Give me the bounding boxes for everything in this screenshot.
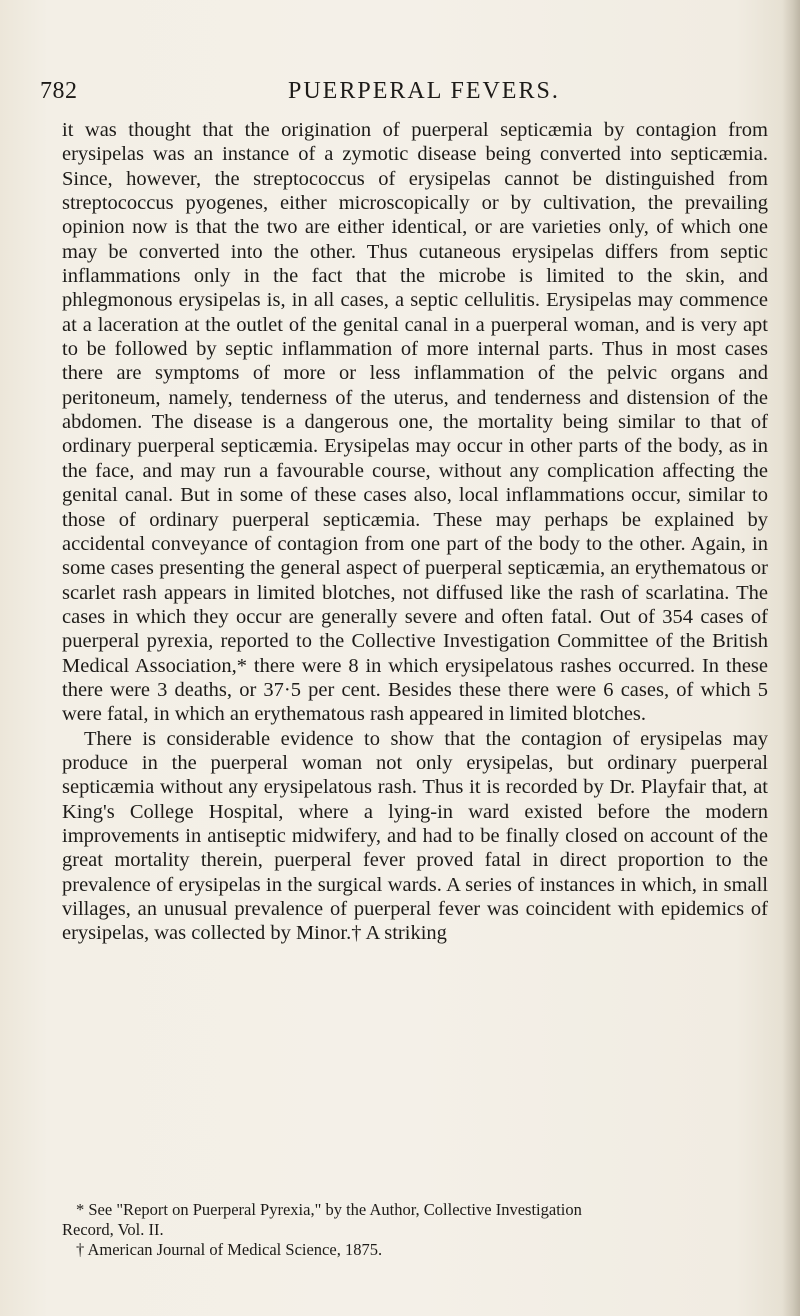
page-edge-shadow: [782, 0, 800, 1316]
paragraph: There is considerable evidence to show that the contagion of erysipelas may produce in the puerperal woman not only erysipelas, but ordinary puerperal septicæmia without any erysipelatous rash. Thus it is recorded by Dr. Playfair that, at King's College Hospital, where a lying-in ward existed before the modern improvements in antiseptic midwifery, and had to be finally closed on account of the great mortality therein, puerperal fever proved fatal in direct proportion to the prevalence of erysipelas in the surgical wards. A series of instances in which, in small villages, an unusual prevalence of puerperal fever was coincident with epidemics of erysipelas, was collected by Minor.† A striking: [62, 727, 768, 945]
running-head: PUERPERAL FEVERS.: [288, 78, 560, 104]
footnotes: [62, 1200, 770, 1260]
footnote-2: † American Journal of Medical Science, 1875.: [76, 1240, 383, 1259]
page-number: 782: [40, 78, 78, 104]
page-header: [40, 78, 760, 112]
paragraph: it was thought that the origination of puerperal septicæmia by contagion from erysipelas was an instance of a zymotic disease being converted into septicæmia. Since, however, the streptococcus of erysipelas cannot be distinguished from streptococcus pyogenes, either microscopically or by cultivation, the prevailing opinion now is that the two are either identical, or are varieties only, of which one may be converted into the other. Thus cutaneous erysipelas differs from septic inflammations only in the fact that the microbe is limited to the skin, and phlegmonous erysipelas is, in all cases, a septic cellulitis. Erysipelas may commence at a laceration at the outlet of the genital canal in a puerperal woman, and is very apt to be followed by septic inflammation of more internal parts. Thus in most cases there are symptoms of more or less inflammation of the pelvic organs and peritoneum, namely, tenderness of the uterus, and tenderness and distension of the abdomen. The disease is a dangerous one, the mortality being similar to that of ordinary puerperal septicæmia. Erysipelas may occur in other parts of the body, as in the face, and may run a favourable course, without any complication affecting the genital canal. But in some of these cases also, local inflammations occur, similar to those of ordinary puerperal septicæmia. These may perhaps be explained by accidental conveyance of contagion from one part of the body to the other. Again, in some cases presenting the general aspect of puerperal septicæmia, an erythematous or scarlet rash appears in limited blotches, not diffused like the rash of scarlatina. The cases in which they occur are generally severe and often fatal. Out of 354 cases of puerperal pyrexia, reported to the Collective Investigation Committee of the British Medical Association,* there were 8 in which erysipelatous rashes occurred. In these there were 3 deaths, or 37·5 per cent. Besides these there were 6 cases, of which 5 were fatal, in which an erythematous rash appeared in limited blotches.: [62, 119, 768, 726]
footnote-1: * See "Report on Puerperal Pyrexia," by the Author, Collective Investigation: [76, 1200, 582, 1219]
footnote-1-continuation: Record, Vol. II.: [62, 1220, 164, 1239]
body-text: [62, 118, 768, 946]
